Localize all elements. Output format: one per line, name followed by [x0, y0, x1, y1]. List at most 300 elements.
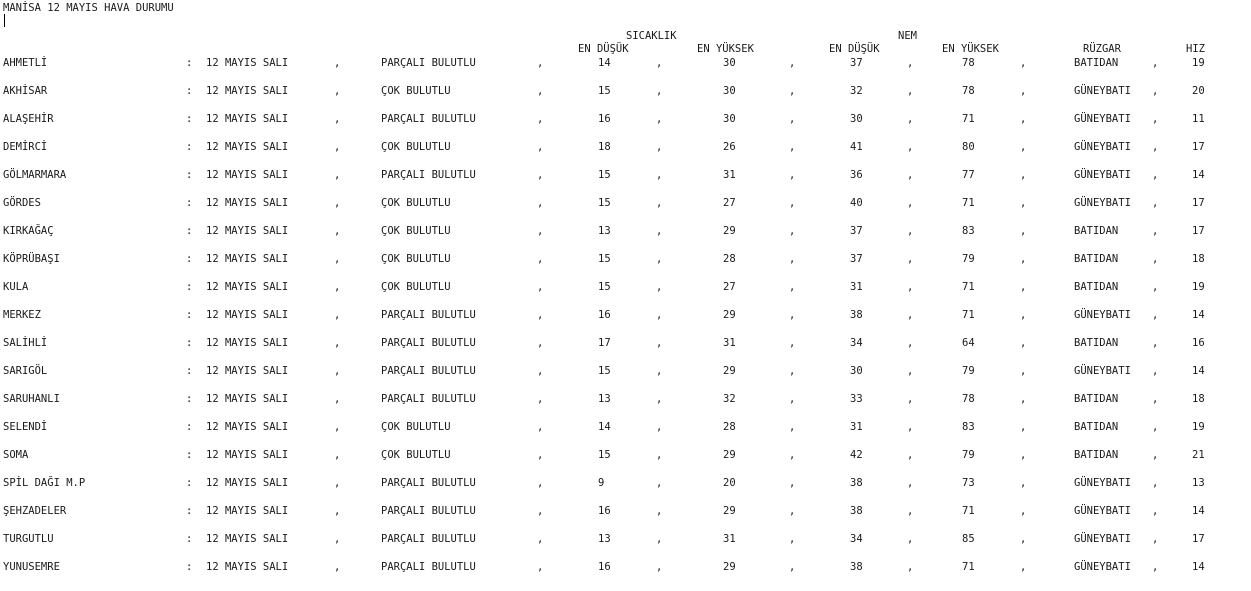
comma-separator: ,: [656, 477, 663, 489]
station-name: GÖRDES: [3, 197, 41, 209]
comma-separator: ,: [1020, 477, 1027, 489]
comma-separator: ,: [334, 505, 341, 517]
wind-direction: GÜNEYBATI: [1074, 169, 1131, 181]
comma-separator: ,: [1152, 337, 1159, 349]
wind-speed-value: 13: [1192, 477, 1205, 489]
humidity-min-value: 40: [850, 197, 863, 209]
forecast-date: 12 MAYIS SALI: [206, 561, 289, 573]
temp-max-value: 26: [723, 141, 736, 153]
page-title: MANİSA 12 MAYIS HAVA DURUMU: [3, 2, 174, 14]
comma-separator: ,: [789, 561, 796, 573]
comma-separator: ,: [334, 141, 341, 153]
comma-separator: ,: [334, 197, 341, 209]
comma-separator: ,: [789, 141, 796, 153]
wind-speed-value: 19: [1192, 281, 1205, 293]
comma-separator: ,: [537, 365, 544, 377]
wind-speed-value: 14: [1192, 561, 1205, 573]
wind-direction: BATIDAN: [1074, 281, 1119, 293]
temp-max-value: 32: [723, 393, 736, 405]
comma-separator: ,: [907, 393, 914, 405]
table-row: [0, 449, 1251, 463]
header-speed: HIZ: [1186, 43, 1205, 55]
comma-separator: ,: [334, 225, 341, 237]
temp-min-value: 16: [598, 309, 611, 321]
station-name: DEMİRCİ: [3, 141, 48, 153]
comma-separator: ,: [334, 113, 341, 125]
station-name: SPİL DAĞI M.P: [3, 477, 86, 489]
station-name: KULA: [3, 281, 29, 293]
station-name: GÖLMARMARA: [3, 169, 67, 181]
comma-separator: ,: [656, 141, 663, 153]
comma-separator: ,: [1020, 141, 1027, 153]
temp-min-value: 15: [598, 253, 611, 265]
forecast-date: 12 MAYIS SALI: [206, 421, 289, 433]
station-name: ALAŞEHİR: [3, 113, 54, 125]
humidity-max-value: 71: [962, 561, 975, 573]
wind-speed-value: 17: [1192, 197, 1205, 209]
sky-condition: ÇOK BULUTLU: [381, 141, 451, 153]
sky-condition: ÇOK BULUTLU: [381, 449, 451, 461]
comma-separator: ,: [1152, 505, 1159, 517]
wind-speed-value: 19: [1192, 57, 1205, 69]
comma-separator: ,: [907, 505, 914, 517]
forecast-date: 12 MAYIS SALI: [206, 505, 289, 517]
colon-separator: :: [186, 197, 193, 209]
table-row: [0, 393, 1251, 407]
colon-separator: :: [186, 281, 193, 293]
comma-separator: ,: [656, 169, 663, 181]
comma-separator: ,: [656, 393, 663, 405]
forecast-date: 12 MAYIS SALI: [206, 197, 289, 209]
comma-separator: ,: [1152, 477, 1159, 489]
wind-direction: BATIDAN: [1074, 393, 1119, 405]
humidity-min-value: 36: [850, 169, 863, 181]
comma-separator: ,: [907, 421, 914, 433]
humidity-min-value: 30: [850, 113, 863, 125]
header-temperature: SICAKLIK: [626, 30, 677, 42]
humidity-min-value: 34: [850, 337, 863, 349]
comma-separator: ,: [537, 57, 544, 69]
temp-min-value: 16: [598, 561, 611, 573]
wind-speed-value: 17: [1192, 533, 1205, 545]
table-row: [0, 113, 1251, 127]
temp-min-value: 17: [598, 337, 611, 349]
comma-separator: ,: [656, 309, 663, 321]
temp-max-value: 29: [723, 225, 736, 237]
comma-separator: ,: [656, 253, 663, 265]
comma-separator: ,: [334, 337, 341, 349]
comma-separator: ,: [789, 309, 796, 321]
colon-separator: :: [186, 449, 193, 461]
comma-separator: ,: [1020, 365, 1027, 377]
station-name: TURGUTLU: [3, 533, 54, 545]
comma-separator: ,: [656, 57, 663, 69]
humidity-min-value: 42: [850, 449, 863, 461]
humidity-max-value: 71: [962, 309, 975, 321]
humidity-max-value: 73: [962, 477, 975, 489]
comma-separator: ,: [789, 281, 796, 293]
humidity-max-value: 85: [962, 533, 975, 545]
station-name: ŞEHZADELER: [3, 505, 67, 517]
temp-min-value: 18: [598, 141, 611, 153]
humidity-max-value: 79: [962, 253, 975, 265]
comma-separator: ,: [1152, 561, 1159, 573]
comma-separator: ,: [656, 225, 663, 237]
comma-separator: ,: [789, 225, 796, 237]
comma-separator: ,: [1152, 309, 1159, 321]
temp-max-value: 31: [723, 337, 736, 349]
comma-separator: ,: [656, 365, 663, 377]
forecast-date: 12 MAYIS SALI: [206, 169, 289, 181]
temp-min-value: 15: [598, 85, 611, 97]
comma-separator: ,: [789, 57, 796, 69]
comma-separator: ,: [1152, 225, 1159, 237]
comma-separator: ,: [656, 449, 663, 461]
comma-separator: ,: [656, 197, 663, 209]
wind-direction: BATIDAN: [1074, 225, 1119, 237]
colon-separator: :: [186, 225, 193, 237]
humidity-min-value: 34: [850, 533, 863, 545]
humidity-max-value: 83: [962, 421, 975, 433]
comma-separator: ,: [1020, 253, 1027, 265]
comma-separator: ,: [789, 197, 796, 209]
humidity-min-value: 38: [850, 561, 863, 573]
colon-separator: :: [186, 421, 193, 433]
comma-separator: ,: [1020, 393, 1027, 405]
colon-separator: :: [186, 309, 193, 321]
table-row: [0, 365, 1251, 379]
header-temp-max: EN YÜKSEK: [697, 43, 754, 55]
comma-separator: ,: [907, 141, 914, 153]
table-row: [0, 477, 1251, 491]
comma-separator: ,: [1020, 505, 1027, 517]
colon-separator: :: [186, 533, 193, 545]
sky-condition: PARÇALI BULUTLU: [381, 169, 476, 181]
temp-min-value: 13: [598, 225, 611, 237]
humidity-max-value: 78: [962, 85, 975, 97]
sky-condition: PARÇALI BULUTLU: [381, 533, 476, 545]
temp-max-value: 27: [723, 281, 736, 293]
temp-max-value: 30: [723, 113, 736, 125]
comma-separator: ,: [789, 85, 796, 97]
temp-min-value: 15: [598, 365, 611, 377]
humidity-max-value: 71: [962, 197, 975, 209]
comma-separator: ,: [1152, 57, 1159, 69]
forecast-date: 12 MAYIS SALI: [206, 113, 289, 125]
comma-separator: ,: [1152, 365, 1159, 377]
comma-separator: ,: [537, 421, 544, 433]
temp-max-value: 29: [723, 561, 736, 573]
comma-separator: ,: [1020, 309, 1027, 321]
wind-speed-value: 19: [1192, 421, 1205, 433]
comma-separator: ,: [537, 281, 544, 293]
comma-separator: ,: [537, 113, 544, 125]
comma-separator: ,: [537, 225, 544, 237]
header-hum-min: EN DÜŞÜK: [829, 43, 880, 55]
forecast-date: 12 MAYIS SALI: [206, 365, 289, 377]
forecast-date: 12 MAYIS SALI: [206, 309, 289, 321]
comma-separator: ,: [789, 505, 796, 517]
comma-separator: ,: [656, 113, 663, 125]
comma-separator: ,: [1020, 225, 1027, 237]
wind-direction: GÜNEYBATI: [1074, 533, 1131, 545]
comma-separator: ,: [907, 309, 914, 321]
humidity-min-value: 37: [850, 225, 863, 237]
table-row: [0, 337, 1251, 351]
comma-separator: ,: [334, 253, 341, 265]
sky-condition: ÇOK BULUTLU: [381, 281, 451, 293]
temp-min-value: 14: [598, 421, 611, 433]
forecast-date: 12 MAYIS SALI: [206, 393, 289, 405]
comma-separator: ,: [1152, 169, 1159, 181]
comma-separator: ,: [907, 449, 914, 461]
header-temp-min: EN DÜŞÜK: [578, 43, 629, 55]
comma-separator: ,: [334, 365, 341, 377]
comma-separator: ,: [334, 477, 341, 489]
comma-separator: ,: [537, 309, 544, 321]
forecast-date: 12 MAYIS SALI: [206, 253, 289, 265]
comma-separator: ,: [1152, 533, 1159, 545]
sky-condition: PARÇALI BULUTLU: [381, 561, 476, 573]
comma-separator: ,: [789, 113, 796, 125]
comma-separator: ,: [334, 169, 341, 181]
humidity-max-value: 78: [962, 393, 975, 405]
comma-separator: ,: [537, 393, 544, 405]
colon-separator: :: [186, 113, 193, 125]
colon-separator: :: [186, 393, 193, 405]
wind-direction: GÜNEYBATI: [1074, 477, 1131, 489]
comma-separator: ,: [334, 421, 341, 433]
temp-max-value: 28: [723, 253, 736, 265]
table-row: [0, 421, 1251, 435]
wind-direction: GÜNEYBATI: [1074, 85, 1131, 97]
forecast-date: 12 MAYIS SALI: [206, 57, 289, 69]
comma-separator: ,: [789, 393, 796, 405]
colon-separator: :: [186, 85, 193, 97]
comma-separator: ,: [1152, 141, 1159, 153]
forecast-date: 12 MAYIS SALI: [206, 225, 289, 237]
wind-speed-value: 17: [1192, 141, 1205, 153]
table-row: [0, 197, 1251, 211]
comma-separator: ,: [907, 477, 914, 489]
comma-separator: ,: [537, 197, 544, 209]
table-row: [0, 141, 1251, 155]
comma-separator: ,: [1020, 281, 1027, 293]
wind-speed-value: 14: [1192, 365, 1205, 377]
colon-separator: :: [186, 141, 193, 153]
station-name: KIRKAĞAÇ: [3, 225, 54, 237]
sky-condition: PARÇALI BULUTLU: [381, 309, 476, 321]
comma-separator: ,: [537, 253, 544, 265]
wind-direction: BATIDAN: [1074, 421, 1119, 433]
comma-separator: ,: [334, 309, 341, 321]
comma-separator: ,: [907, 85, 914, 97]
humidity-max-value: 80: [962, 141, 975, 153]
table-row: [0, 225, 1251, 239]
humidity-min-value: 37: [850, 57, 863, 69]
humidity-min-value: 31: [850, 281, 863, 293]
text-cursor: [4, 14, 5, 27]
table-row: [0, 533, 1251, 547]
humidity-min-value: 38: [850, 505, 863, 517]
table-row: [0, 85, 1251, 99]
comma-separator: ,: [537, 561, 544, 573]
humidity-max-value: 71: [962, 113, 975, 125]
station-name: SALİHLİ: [3, 337, 48, 349]
comma-separator: ,: [907, 561, 914, 573]
comma-separator: ,: [907, 253, 914, 265]
temp-max-value: 29: [723, 505, 736, 517]
sky-condition: PARÇALI BULUTLU: [381, 113, 476, 125]
temp-min-value: 16: [598, 505, 611, 517]
comma-separator: ,: [789, 365, 796, 377]
forecast-date: 12 MAYIS SALI: [206, 337, 289, 349]
wind-speed-value: 14: [1192, 309, 1205, 321]
table-row: [0, 505, 1251, 519]
comma-separator: ,: [907, 169, 914, 181]
comma-separator: ,: [789, 421, 796, 433]
comma-separator: ,: [656, 85, 663, 97]
comma-separator: ,: [656, 561, 663, 573]
comma-separator: ,: [656, 421, 663, 433]
header-hum-max: EN YÜKSEK: [942, 43, 999, 55]
forecast-date: 12 MAYIS SALI: [206, 533, 289, 545]
sky-condition: ÇOK BULUTLU: [381, 197, 451, 209]
comma-separator: ,: [907, 113, 914, 125]
temp-min-value: 14: [598, 57, 611, 69]
comma-separator: ,: [656, 281, 663, 293]
sky-condition: ÇOK BULUTLU: [381, 85, 451, 97]
comma-separator: ,: [334, 561, 341, 573]
comma-separator: ,: [537, 533, 544, 545]
station-name: SOMA: [3, 449, 29, 461]
colon-separator: :: [186, 561, 193, 573]
wind-speed-value: 17: [1192, 225, 1205, 237]
comma-separator: ,: [656, 533, 663, 545]
temp-min-value: 15: [598, 281, 611, 293]
station-name: KÖPRÜBAŞI: [3, 253, 60, 265]
sky-condition: PARÇALI BULUTLU: [381, 337, 476, 349]
sky-condition: PARÇALI BULUTLU: [381, 57, 476, 69]
wind-direction: GÜNEYBATI: [1074, 113, 1131, 125]
temp-max-value: 29: [723, 365, 736, 377]
comma-separator: ,: [1152, 85, 1159, 97]
comma-separator: ,: [907, 57, 914, 69]
humidity-min-value: 31: [850, 421, 863, 433]
humidity-max-value: 78: [962, 57, 975, 69]
header-wind: RÜZGAR: [1083, 43, 1121, 55]
comma-separator: ,: [1152, 281, 1159, 293]
sky-condition: PARÇALI BULUTLU: [381, 365, 476, 377]
sky-condition: ÇOK BULUTLU: [381, 225, 451, 237]
comma-separator: ,: [1020, 337, 1027, 349]
sky-condition: ÇOK BULUTLU: [381, 421, 451, 433]
humidity-min-value: 38: [850, 477, 863, 489]
header-humidity: NEM: [898, 30, 917, 42]
temp-max-value: 30: [723, 57, 736, 69]
comma-separator: ,: [1020, 197, 1027, 209]
forecast-date: 12 MAYIS SALI: [206, 141, 289, 153]
colon-separator: :: [186, 169, 193, 181]
comma-separator: ,: [656, 337, 663, 349]
comma-separator: ,: [907, 225, 914, 237]
wind-direction: GÜNEYBATI: [1074, 141, 1131, 153]
temp-max-value: 27: [723, 197, 736, 209]
wind-direction: BATIDAN: [1074, 337, 1119, 349]
table-row: [0, 169, 1251, 183]
humidity-max-value: 79: [962, 365, 975, 377]
temp-min-value: 16: [598, 113, 611, 125]
comma-separator: ,: [334, 281, 341, 293]
colon-separator: :: [186, 337, 193, 349]
station-name: AHMETLİ: [3, 57, 48, 69]
wind-direction: GÜNEYBATI: [1074, 197, 1131, 209]
comma-separator: ,: [334, 393, 341, 405]
table-row: [0, 57, 1251, 71]
wind-direction: GÜNEYBATI: [1074, 505, 1131, 517]
humidity-max-value: 71: [962, 281, 975, 293]
comma-separator: ,: [1020, 57, 1027, 69]
temp-min-value: 15: [598, 197, 611, 209]
colon-separator: :: [186, 57, 193, 69]
temp-max-value: 31: [723, 533, 736, 545]
comma-separator: ,: [1152, 253, 1159, 265]
wind-direction: BATIDAN: [1074, 253, 1119, 265]
humidity-max-value: 77: [962, 169, 975, 181]
comma-separator: ,: [1020, 561, 1027, 573]
humidity-max-value: 79: [962, 449, 975, 461]
wind-direction: GÜNEYBATI: [1074, 561, 1131, 573]
comma-separator: ,: [537, 449, 544, 461]
table-row: [0, 561, 1251, 575]
comma-separator: ,: [1020, 169, 1027, 181]
colon-separator: :: [186, 365, 193, 377]
station-name: SELENDİ: [3, 421, 48, 433]
wind-speed-value: 14: [1192, 169, 1205, 181]
humidity-max-value: 71: [962, 505, 975, 517]
forecast-date: 12 MAYIS SALI: [206, 281, 289, 293]
comma-separator: ,: [907, 281, 914, 293]
colon-separator: :: [186, 477, 193, 489]
comma-separator: ,: [789, 477, 796, 489]
temp-max-value: 29: [723, 309, 736, 321]
wind-speed-value: 18: [1192, 253, 1205, 265]
comma-separator: ,: [537, 337, 544, 349]
table-row: [0, 309, 1251, 323]
table-row: [0, 253, 1251, 267]
wind-direction: GÜNEYBATI: [1074, 365, 1131, 377]
humidity-min-value: 38: [850, 309, 863, 321]
comma-separator: ,: [1152, 449, 1159, 461]
comma-separator: ,: [537, 505, 544, 517]
temp-min-value: 13: [598, 393, 611, 405]
wind-speed-value: 18: [1192, 393, 1205, 405]
comma-separator: ,: [656, 505, 663, 517]
wind-speed-value: 11: [1192, 113, 1205, 125]
comma-separator: ,: [789, 449, 796, 461]
wind-direction: BATIDAN: [1074, 449, 1119, 461]
comma-separator: ,: [1020, 533, 1027, 545]
station-name: MERKEZ: [3, 309, 41, 321]
comma-separator: ,: [907, 533, 914, 545]
comma-separator: ,: [1152, 421, 1159, 433]
sky-condition: PARÇALI BULUTLU: [381, 393, 476, 405]
station-name: SARUHANLI: [3, 393, 60, 405]
wind-speed-value: 20: [1192, 85, 1205, 97]
comma-separator: ,: [789, 169, 796, 181]
station-name: AKHİSAR: [3, 85, 48, 97]
comma-separator: ,: [537, 85, 544, 97]
